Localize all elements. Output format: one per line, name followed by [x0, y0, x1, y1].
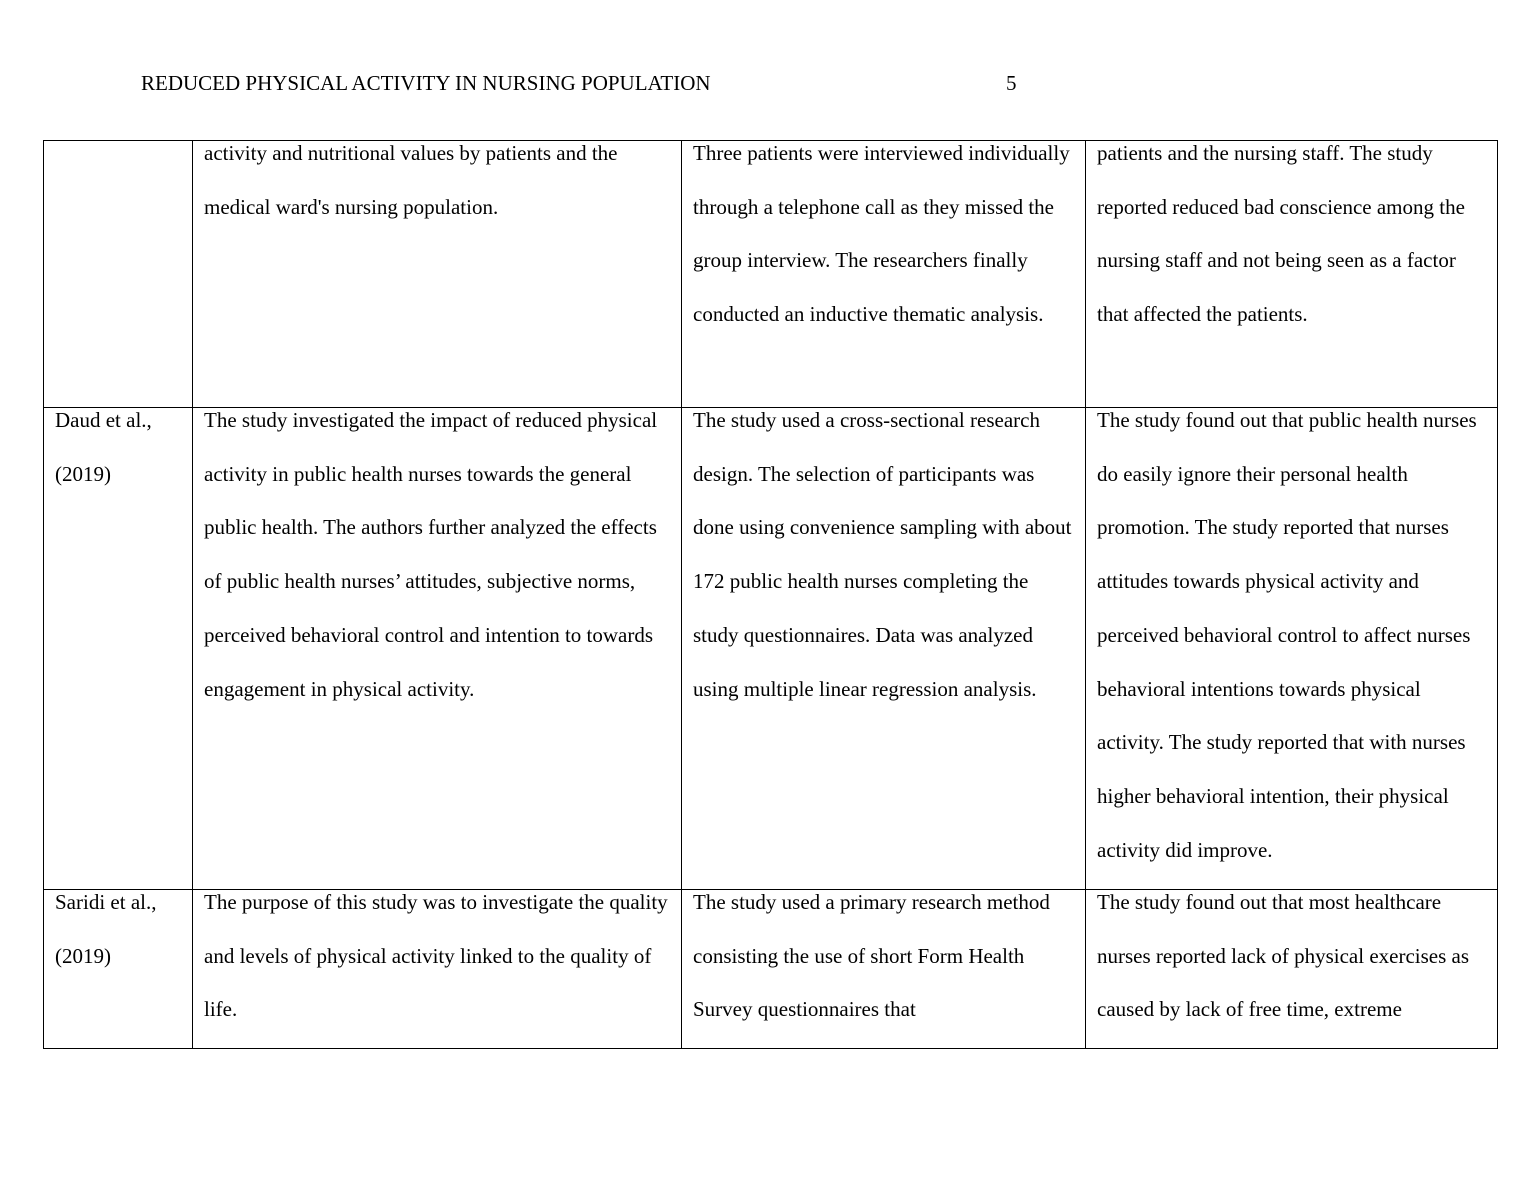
purpose-text: The study investigated the impact of reduced physical activity in public health nurses towards the general public health. The authors further analyzed the effects of public health nurses’ attitudes, subjective norms, perceived behavioral control and intention to towards engagement in physical activity. — [204, 408, 658, 701]
findings-text: The study found out that most healthcare nurses reported lack of physical exercises as caused by lack of free time, extreme — [1097, 890, 1470, 1022]
table-row — [44, 890, 1498, 1049]
methods-cell — [682, 141, 1086, 408]
findings-cell — [1086, 890, 1498, 1049]
page-number: 5 — [1006, 71, 1017, 95]
author-cell — [44, 890, 193, 1049]
findings-text: patients and the nursing staff. The study reported reduced bad conscience among the nursing staff and not being seen as a factor that affected the patients. — [1097, 141, 1465, 327]
findings-cell — [1086, 408, 1498, 890]
methods-text: The study used a primary research method consisting the use of short Form Health Survey questionnaires that — [693, 890, 1050, 1022]
purpose-cell — [193, 408, 682, 890]
findings-text: The study found out that public health nurses do easily ignore their personal health promotion. The study reported that nurses attitudes towards physical activity and perceived behavioral control to affect nurses behavioral intentions towards physical activity. The study reported that with nurses higher behavioral intention, their physical activity did improve. — [1097, 408, 1477, 862]
purpose-cell — [193, 890, 682, 1049]
running-head: REDUCED PHYSICAL ACTIVITY IN NURSING POPULATION — [141, 71, 711, 95]
author-text: Saridi et al., (2019) — [55, 890, 157, 968]
author-cell — [44, 408, 193, 890]
methods-text: Three patients were interviewed individually through a telephone call as they missed the group interview. The researchers finally conducted an inductive thematic analysis. — [693, 141, 1070, 327]
literature-review-table — [43, 140, 1498, 1049]
purpose-cell — [193, 141, 682, 408]
author-cell — [44, 141, 193, 408]
purpose-text: The purpose of this study was to investigate the quality and levels of physical activity linked to the quality of life. — [204, 890, 668, 1022]
methods-cell — [682, 408, 1086, 890]
methods-text: The study used a cross-sectional research design. The selection of participants was done using convenience sampling with about 172 public health nurses completing the study questionnaires. Data was analyzed using multiple linear regression analysis. — [693, 408, 1072, 701]
findings-cell — [1086, 141, 1498, 408]
table-row — [44, 408, 1498, 890]
table-row — [44, 141, 1498, 408]
purpose-text: activity and nutritional values by patients and the medical ward's nursing population. — [204, 141, 618, 219]
methods-cell — [682, 890, 1086, 1049]
author-text: Daud et al., (2019) — [55, 408, 152, 486]
